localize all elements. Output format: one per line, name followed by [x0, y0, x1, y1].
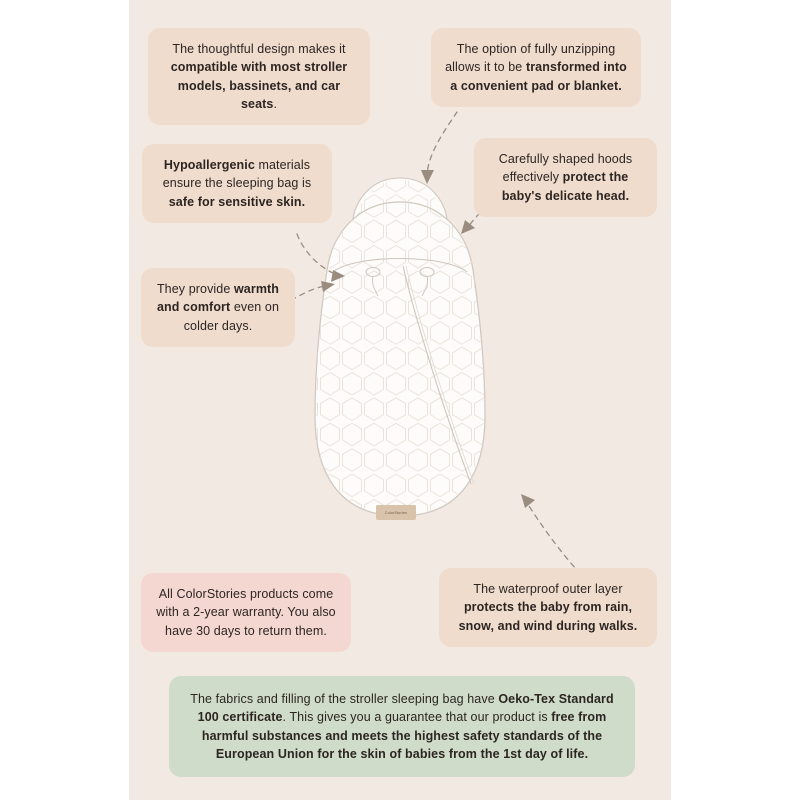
callout-hypoallergenic: [142, 144, 332, 223]
product-illustration: [275, 168, 525, 543]
callout-unzipping-transform: [431, 28, 641, 107]
callout-text: Hypoallergenic materials ensure the sleeping bag is safe for sensitive skin.: [162, 158, 312, 209]
brand-tag-text: [376, 505, 416, 520]
callout-waterproof-layer: [439, 568, 657, 647]
callout-warranty: [141, 573, 351, 652]
callout-stroller-compatibility: [148, 28, 370, 125]
callout-text: All ColorStories products come with a 2-year warranty. You also have 30 days to return them.: [156, 587, 336, 638]
brand-tag-label: ColorStories: [384, 510, 408, 515]
callout-text: The thoughtful design makes it compatible with most stroller models, bassinets, and car seats.: [170, 42, 348, 111]
callout-text: The waterproof outer layer protects the baby from rain, snow, and wind during walks.: [458, 582, 638, 633]
callout-shaped-hood: [474, 138, 657, 217]
callout-text: The fabrics and filling of the stroller sleeping bag have Oeko-Tex Standard 100 certificate. This gives you a guarantee that our product is free from harmful substances and meets the highest safety standards of the European Union for the skin of babies from the 1st day of life.: [190, 692, 614, 761]
callout-text: They provide warmth and comfort even on colder days.: [156, 282, 280, 333]
callout-warmth-comfort: [141, 268, 295, 347]
infographic-canvas: [129, 0, 671, 800]
callout-oeko-tex: [169, 676, 635, 777]
callout-text: The option of fully unzipping allows it to be transformed into a convenient pad or blanket.: [445, 42, 627, 93]
product-body: [305, 192, 501, 528]
callout-text: Carefully shaped hoods effectively protect the baby's delicate head.: [498, 152, 633, 203]
